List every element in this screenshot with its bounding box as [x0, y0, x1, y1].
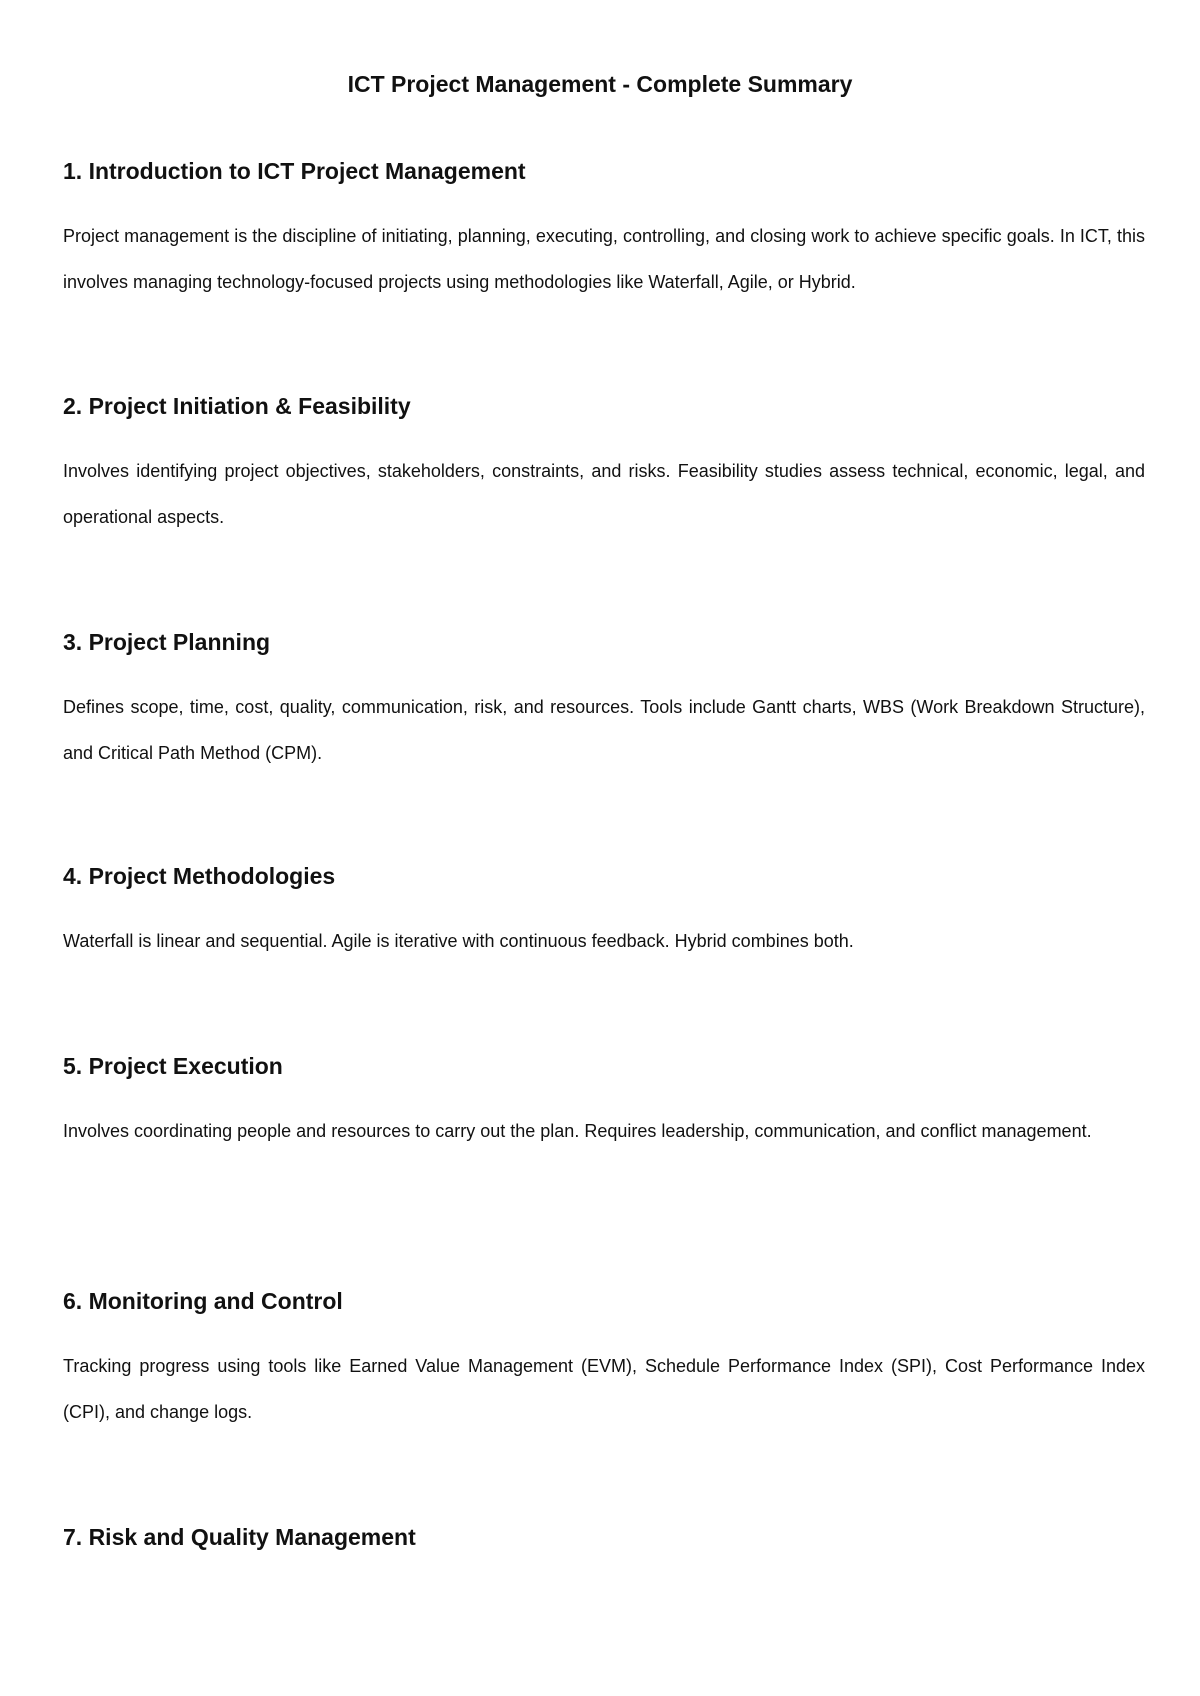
section-body: Tracking progress using tools like Earned Value Management (EVM), Schedule Performance Index (SPI), Cost Performance Index (CPI), and change logs.: [63, 1356, 1145, 1422]
section-body: Involves coordinating people and resources to carry out the plan. Requires leadership, communication, and conflict management.: [63, 1121, 1092, 1141]
section-heading: 1. Introduction to ICT Project Management: [63, 158, 526, 184]
section-planning: [63, 626, 1145, 776]
section-body: Project management is the discipline of initiating, planning, executing, controlling, and closing work to achieve specific goals. In ICT, this involves managing technology-focused projects using methodologies like Waterfall, Agile, or Hybrid.: [63, 226, 1145, 292]
section-body: Involves identifying project objectives, stakeholders, constraints, and risks. Feasibility studies assess technical, economic, legal, and operational aspects.: [63, 461, 1145, 527]
section-heading: 3. Project Planning: [63, 629, 271, 655]
section-initiation-feasibility: [63, 390, 1145, 540]
section-body: Waterfall is linear and sequential. Agile is iterative with continuous feedback. Hybrid combines both.: [63, 931, 854, 951]
section-body: Defines scope, time, cost, quality, communication, risk, and resources. Tools include Gantt charts, WBS (Work Breakdown Structure), and Critical Path Method (CPM).: [63, 697, 1145, 763]
section-heading: 7. Risk and Quality Management: [63, 1524, 416, 1550]
section-risk-quality: [63, 1521, 1145, 1553]
section-heading: 4. Project Methodologies: [63, 863, 336, 889]
section-heading: 6. Monitoring and Control: [63, 1288, 343, 1314]
section-introduction: [63, 155, 1145, 305]
section-methodologies: [63, 860, 1145, 964]
section-heading: 2. Project Initiation & Feasibility: [63, 393, 411, 419]
section-monitoring-control: [63, 1285, 1145, 1435]
document-title: ICT Project Management - Complete Summary: [347, 71, 853, 97]
section-heading: 5. Project Execution: [63, 1053, 283, 1079]
section-execution: [63, 1050, 1145, 1154]
